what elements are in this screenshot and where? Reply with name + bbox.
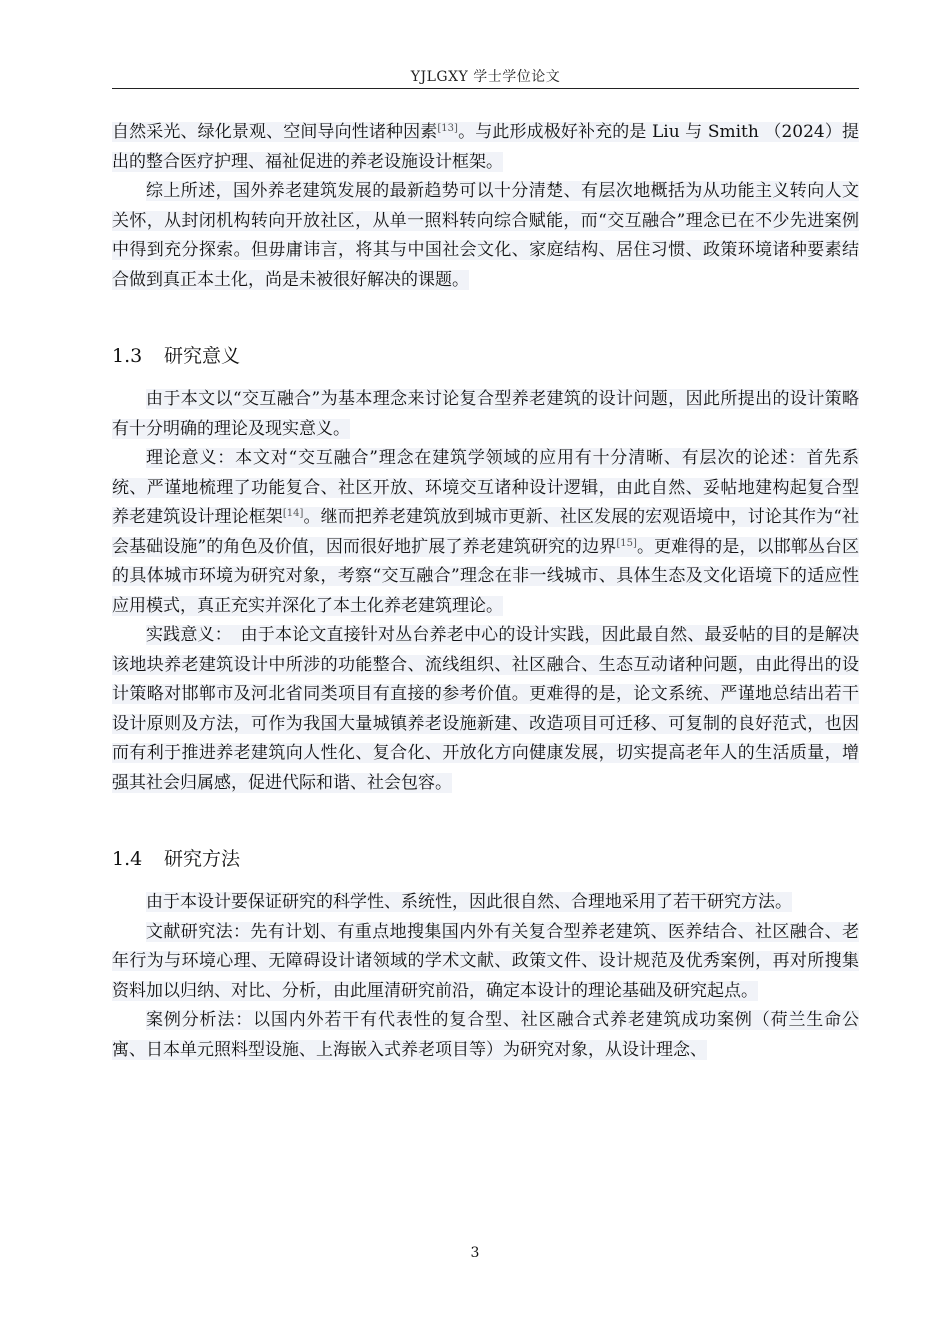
text-run: 实践意义： 由于本论文直接针对丛台养老中心的设计实践，因此最自然、最妥帖的目的是解决该地块养老建筑设计中所涉的功能整合、流线组织、社区融合、生态互动诸种问题，由此得出的设计策略对邯郸市及河北省同类项目有直接的参考价值。更难得的是，论文系统、严谨地总结出若干设计原则及方法，可作为我国大量城镇养老设施新建、改造项目可迁移、可复制的良好范式，也因而有利于推进养老建筑向人性化、复合化、开放化方向健康发展，切实提高老年人的生活质量，增强其社会归属感，促进代际和谐、社会包容。 bbox=[112, 625, 859, 793]
page-number: 3 bbox=[470, 1245, 480, 1261]
paragraph-text bbox=[112, 181, 859, 290]
section-title: 研究意义 bbox=[164, 345, 241, 367]
document-body bbox=[112, 118, 859, 1065]
paragraph-text bbox=[112, 389, 859, 439]
body-paragraph bbox=[112, 621, 859, 798]
section-title: 研究方法 bbox=[164, 848, 241, 870]
text-run: 由于本文以“交互融合”为基本理念来讨论复合型养老建筑的设计问题，因此所提出的设计策略有十分明确的理论及现实意义。 bbox=[112, 389, 859, 439]
body-paragraph bbox=[112, 118, 859, 177]
body-paragraph bbox=[112, 385, 859, 444]
body-paragraph bbox=[112, 918, 859, 1007]
body-paragraph bbox=[112, 888, 859, 918]
section-heading-1-3 bbox=[112, 341, 859, 371]
paragraph-text bbox=[112, 922, 859, 1001]
text-run: 综上所述，国外养老建筑发展的最新趋势可以十分清楚、有层次地概括为从功能主义转向人文关怀，从封闭机构转向开放社区，从单一照料转向综合赋能，而“交互融合”理念已在不少先进案例中得到充分探索。但毋庸讳言，将其与中国社会文化、家庭结构、居住习惯、政策环境诸种要素结合做到真正本土化，尚是未被很好解决的课题。 bbox=[112, 181, 859, 290]
section-1-3-body bbox=[112, 385, 859, 798]
body-paragraph bbox=[112, 177, 859, 295]
text-run: 。与此形成极好补充的是 Liu 与 Smith （2024）提出的整合医疗护理、福祉促进的养老设施设计框架。 bbox=[112, 122, 859, 172]
paragraph-text bbox=[146, 892, 792, 912]
text-run: 由于本设计要保证研究的科学性、系统性，因此很自然、合理地采用了若干研究方法。 bbox=[146, 892, 792, 912]
section-heading-1-4 bbox=[112, 844, 859, 874]
continuation-text bbox=[112, 118, 859, 295]
paragraph-text bbox=[112, 1010, 859, 1060]
section-number: 1.3 bbox=[112, 345, 143, 367]
text-run: 文献研究法：先有计划、有重点地搜集国内外有关复合型养老建筑、医养结合、社区融合、老年行为与环境心理、无障碍设计诸领域的学术文献、政策文件、设计规范及优秀案例，再对所搜集资料加以归纳、对比、分析，由此厘清研究前沿，确定本设计的理论基础及研究起点。 bbox=[112, 921, 859, 1001]
text-run: 案例分析法：以国内外若干有代表性的复合型、社区融合式养老建筑成功案例（荷兰生命公寓、日本单元照料型设施、上海嵌入式养老项目等）为研究对象，从设计理念、 bbox=[112, 1010, 859, 1060]
citation-ref: [13] bbox=[437, 123, 458, 134]
page-header: YJLGXY 学士学位论文 bbox=[410, 69, 561, 85]
header-rule bbox=[112, 88, 859, 89]
paragraph-text bbox=[112, 625, 859, 793]
body-paragraph bbox=[112, 1006, 859, 1065]
paragraph-text bbox=[112, 122, 859, 172]
body-paragraph bbox=[112, 444, 859, 621]
text-run: 。继而把养老建筑放到城市更新、社区发展的宏观语境中，讨论其作为“社会基础设施”的角色及价值，因而很好地扩展了养老建筑研究的边界 bbox=[112, 507, 860, 557]
section-1-4-body bbox=[112, 888, 859, 1065]
text-run: 理论意义：本文对“交互融合”理念在建筑学领域的应用有十分清晰、有层次的论述：首先系统、严谨地梳理了功能复合、社区开放、环境交互诸种设计逻辑，由此自然、妥帖地建构起复合型养老建筑设计理论框架 bbox=[112, 448, 859, 527]
text-run: 自然采光、绿化景观、空间导向性诸种因素 bbox=[112, 122, 438, 142]
section-number: 1.4 bbox=[112, 848, 143, 870]
citation-ref: [14] bbox=[282, 508, 304, 519]
text-run: 。更难得的是，以邯郸丛台区的具体城市环境为研究对象，考察“交互融合”理念在非一线城市、具体生态及文化语境下的适应性应用模式，真正充实并深化了本土化养老建筑理论。 bbox=[112, 536, 859, 616]
citation-ref: [15] bbox=[616, 537, 637, 549]
paragraph-text bbox=[112, 448, 859, 616]
